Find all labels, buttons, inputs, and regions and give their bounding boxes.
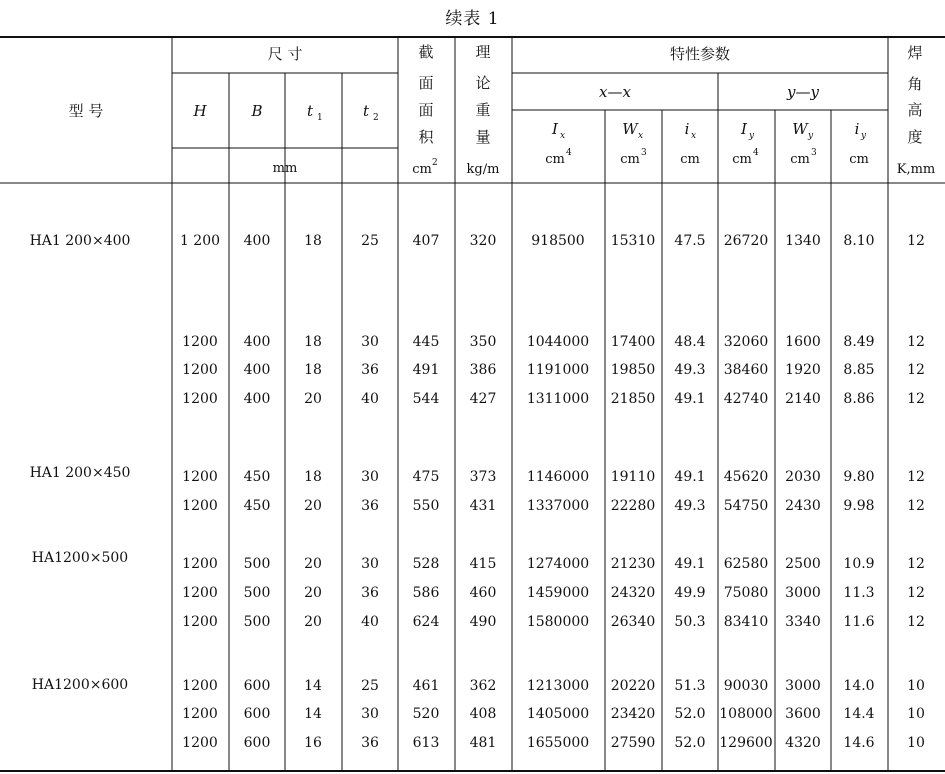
table-cell: 19850 — [610, 362, 656, 378]
table-row — [182, 469, 925, 485]
table-cell: 445 — [412, 334, 440, 350]
table-cell: 918500 — [531, 233, 585, 249]
table-cell: 408 — [469, 706, 497, 722]
table-cell: 8.10 — [843, 233, 875, 249]
table-cell: 9.98 — [843, 498, 875, 514]
table-cell: 10 — [907, 678, 925, 694]
table-cell: 461 — [412, 678, 440, 694]
table-cell: 3000 — [785, 585, 821, 601]
table-cell: 11.6 — [843, 614, 875, 630]
table-cell: 3340 — [785, 614, 821, 630]
table-cell: 49.1 — [674, 391, 706, 407]
table-cell: 18 — [304, 469, 322, 485]
table-cell: 400 — [243, 362, 271, 378]
header-area-char: 面 — [418, 101, 434, 119]
table-cell: 400 — [243, 391, 271, 407]
table-cell: 54750 — [723, 498, 769, 514]
header-xx-axis: x—x — [599, 83, 631, 101]
table-cell: 129600 — [719, 735, 773, 751]
table-cell: 481 — [469, 735, 497, 751]
table-cell: 52.0 — [674, 706, 706, 722]
table-cell: 600 — [243, 706, 271, 722]
table-cell: 62580 — [723, 556, 769, 572]
header-weight-char: 重 — [475, 101, 491, 119]
header-Wx-sub: x — [638, 131, 644, 141]
table-cell: 1200 — [182, 735, 218, 751]
header-Wx-unit-sup: 3 — [641, 148, 647, 158]
table-cell: 1920 — [785, 362, 821, 378]
table-cell: 36 — [361, 362, 379, 378]
table-cell: 30 — [361, 706, 379, 722]
table-cell: 1200 — [182, 469, 218, 485]
table-cell: 49.1 — [674, 556, 706, 572]
header-iy-unit: cm — [849, 152, 869, 167]
table-cell: 49.9 — [674, 585, 706, 601]
header-area-char: 截 — [418, 43, 434, 61]
header-weight-char: 论 — [475, 74, 491, 92]
header-Iy-unit-sup: 4 — [753, 148, 759, 158]
table-cell: 20 — [304, 498, 322, 514]
header-ix: i — [684, 120, 690, 138]
table-cell: 1600 — [785, 334, 821, 350]
table-cell: 20220 — [610, 678, 656, 694]
table-cell: 2430 — [785, 498, 821, 514]
row-model-label: HA1200×600 — [31, 677, 129, 693]
table-cell: 2140 — [785, 391, 821, 407]
table-cell: 11.3 — [843, 585, 875, 601]
table-cell: 460 — [469, 585, 497, 601]
header-ix-sub: x — [691, 131, 697, 141]
table-cell: 27590 — [610, 735, 656, 751]
table-cell: 12 — [907, 233, 925, 249]
header-t1-sub: 1 — [317, 113, 323, 123]
table-cell: 1146000 — [526, 469, 590, 485]
table-cell: 475 — [412, 469, 440, 485]
row-model-label: HA1 200×400 — [29, 233, 131, 249]
header-Wy-sub: y — [808, 131, 814, 141]
table-cell: 14 — [304, 678, 322, 694]
header-area-unit: cm — [412, 162, 432, 177]
header-weld-char: 角 — [907, 75, 923, 93]
table-cell: 42740 — [723, 391, 769, 407]
table-cell: 9.80 — [843, 469, 875, 485]
table-cell: 415 — [469, 556, 497, 572]
table-cell: 52.0 — [674, 735, 706, 751]
table-cell: 427 — [469, 391, 497, 407]
table-row — [182, 556, 925, 572]
table-cell: 1200 — [182, 391, 218, 407]
table-cell: 400 — [243, 334, 271, 350]
header-size-unit: mm — [272, 161, 298, 176]
table-cell: 50.3 — [674, 614, 706, 630]
table-row — [182, 678, 925, 694]
table-cell: 20 — [304, 614, 322, 630]
header-t2: t — [362, 102, 370, 120]
header-Wy: W — [792, 120, 808, 138]
table-cell: 550 — [412, 498, 440, 514]
header-yy-axis: y—y — [787, 83, 819, 101]
header-Ix: I — [552, 120, 558, 138]
table-cell: 21230 — [610, 556, 656, 572]
table-cell: 47.5 — [674, 233, 706, 249]
table-cell: 1191000 — [526, 362, 590, 378]
header-area-unit-sup: 2 — [432, 158, 438, 168]
header-props-group: 特性参数 — [669, 45, 731, 63]
table-cell: 500 — [243, 585, 271, 601]
header-size-group: 尺 寸 — [267, 45, 303, 63]
table-cell: 520 — [412, 706, 440, 722]
table-cell: 32060 — [723, 334, 769, 350]
table-cell: 1311000 — [526, 391, 590, 407]
header-model: 型 号 — [68, 102, 104, 120]
header-Wy-unit-sup: 3 — [811, 148, 817, 158]
table-cell: 45620 — [723, 469, 769, 485]
header-ix-unit: cm — [680, 152, 700, 167]
table-cell: 10 — [907, 735, 925, 751]
table-cell: 4320 — [785, 735, 821, 751]
header-weld-char: 高 — [907, 101, 923, 119]
table-row — [182, 362, 925, 378]
table-cell: 1340 — [785, 233, 821, 249]
table-cell: 373 — [469, 469, 497, 485]
table-cell: 49.3 — [674, 498, 706, 514]
table-cell: 51.3 — [674, 678, 706, 694]
table-cell: 491 — [412, 362, 440, 378]
header-H: H — [193, 102, 207, 120]
header-area-char: 面 — [418, 74, 434, 92]
table-cell: 320 — [469, 233, 497, 249]
table-cell: 586 — [412, 585, 440, 601]
table-cell: 1200 — [182, 362, 218, 378]
table-cell: 10 — [907, 706, 925, 722]
table-cell: 350 — [469, 334, 497, 350]
table-cell: 14 — [304, 706, 322, 722]
table-cell: 90030 — [723, 678, 769, 694]
table-cell: 25 — [361, 233, 379, 249]
header-weld-char: 度 — [907, 128, 923, 146]
header-t1: t — [306, 102, 314, 120]
table-cell: 20 — [304, 391, 322, 407]
table-row — [182, 735, 925, 751]
table-row — [182, 334, 925, 350]
table-cell: 48.4 — [674, 334, 706, 350]
table-cell: 30 — [361, 334, 379, 350]
table-cell: 83410 — [723, 614, 769, 630]
table-cell: 490 — [469, 614, 497, 630]
table-cell: 1044000 — [526, 334, 590, 350]
table-row — [180, 233, 925, 249]
table-cell: 15310 — [610, 233, 656, 249]
header-Ix-sub: x — [560, 131, 566, 141]
table-cell: 400 — [243, 233, 271, 249]
table-cell: 36 — [361, 735, 379, 751]
header-Wy-unit: cm — [790, 152, 810, 167]
table-cell: 8.85 — [843, 362, 875, 378]
table-cell: 49.3 — [674, 362, 706, 378]
table-row — [182, 391, 925, 407]
header-B: B — [251, 102, 263, 120]
table-cell: 12 — [907, 585, 925, 601]
table-cell: 1213000 — [526, 678, 590, 694]
header-Ix-unit-sup: 4 — [566, 148, 572, 158]
table-cell: 2030 — [785, 469, 821, 485]
header-Iy-unit: cm — [732, 152, 752, 167]
table-cell: 2500 — [785, 556, 821, 572]
table-cell: 24320 — [610, 585, 656, 601]
table-cell: 23420 — [610, 706, 656, 722]
header-weld-unit: K,mm — [896, 162, 936, 177]
table-cell: 30 — [361, 469, 379, 485]
table-cell: 26720 — [723, 233, 769, 249]
table-cell: 36 — [361, 585, 379, 601]
table-cell: 600 — [243, 678, 271, 694]
table-row — [182, 706, 925, 722]
table-cell: 1580000 — [526, 614, 590, 630]
header-Ix-unit: cm — [545, 152, 565, 167]
table-cell: 12 — [907, 334, 925, 350]
table-cell: 450 — [243, 498, 271, 514]
header-Wx-unit: cm — [620, 152, 640, 167]
table-cell: 12 — [907, 498, 925, 514]
table-cell: 600 — [243, 735, 271, 751]
table-title: 续表 1 — [445, 9, 500, 29]
table-row — [182, 498, 925, 514]
header-Iy: I — [741, 120, 747, 138]
table-cell: 36 — [361, 498, 379, 514]
table-cell: 40 — [361, 614, 379, 630]
table-cell: 16 — [304, 735, 322, 751]
table-cell: 26340 — [610, 614, 656, 630]
header-weight-unit: kg/m — [466, 162, 500, 177]
header-Wx: W — [622, 120, 638, 138]
header-weld-char: 焊 — [907, 44, 923, 62]
table-cell: 544 — [412, 391, 440, 407]
header-t2-sub: 2 — [373, 113, 379, 123]
table-cell: 17400 — [610, 334, 656, 350]
header-iy: i — [854, 120, 860, 138]
table-cell: 12 — [907, 362, 925, 378]
table-cell: 14.4 — [843, 706, 875, 722]
table-cell: 1200 — [182, 498, 218, 514]
table-cell: 1405000 — [526, 706, 590, 722]
table-cell: 1200 — [182, 585, 218, 601]
table-cell: 1274000 — [526, 556, 590, 572]
table-cell: 12 — [907, 614, 925, 630]
table-cell: 12 — [907, 391, 925, 407]
table-cell: 19110 — [610, 469, 656, 485]
header-weight-char: 理 — [475, 43, 491, 61]
table-cell: 12 — [907, 469, 925, 485]
table-cell: 108000 — [719, 706, 773, 722]
table-cell: 49.1 — [674, 469, 706, 485]
table-cell: 1200 — [182, 614, 218, 630]
table-cell: 1200 — [182, 706, 218, 722]
table-cell: 20 — [304, 556, 322, 572]
table-cell: 38460 — [723, 362, 769, 378]
header-iy-sub: y — [861, 131, 867, 141]
header-Iy-sub: y — [749, 131, 755, 141]
table-cell: 528 — [412, 556, 440, 572]
header-weight-char: 量 — [475, 128, 491, 146]
row-model-label: HA1200×500 — [31, 550, 129, 566]
table-cell: 18 — [304, 362, 322, 378]
table-cell: 40 — [361, 391, 379, 407]
table-cell: 1200 — [182, 678, 218, 694]
table-cell: 386 — [469, 362, 497, 378]
table-cell: 30 — [361, 556, 379, 572]
table-cell: 362 — [469, 678, 497, 694]
header-area-char: 积 — [418, 128, 434, 146]
table-cell: 500 — [243, 614, 271, 630]
table-cell: 3600 — [785, 706, 821, 722]
table-cell: 8.49 — [843, 334, 875, 350]
table-cell: 20 — [304, 585, 322, 601]
table-cell: 1200 — [182, 334, 218, 350]
table-body — [30, 233, 925, 751]
table-cell: 1655000 — [526, 735, 590, 751]
table-row — [182, 585, 925, 601]
table-cell: 1459000 — [526, 585, 590, 601]
table-row — [182, 614, 925, 630]
table-cell: 450 — [243, 469, 271, 485]
table-cell: 14.0 — [843, 678, 875, 694]
row-model-label: HA1 200×450 — [29, 465, 131, 481]
table-cell: 431 — [469, 498, 497, 514]
table-cell: 613 — [412, 735, 440, 751]
table-cell: 1337000 — [526, 498, 590, 514]
table-cell: 18 — [304, 334, 322, 350]
table-cell: 21850 — [610, 391, 656, 407]
table-cell: 624 — [412, 614, 440, 630]
table-cell: 3000 — [785, 678, 821, 694]
table-cell: 8.86 — [843, 391, 875, 407]
table-cell: 18 — [304, 233, 322, 249]
table-cell: 407 — [412, 233, 440, 249]
table-cell: 25 — [361, 678, 379, 694]
table-cell: 1200 — [182, 556, 218, 572]
table-cell: 10.9 — [843, 556, 875, 572]
table-cell: 75080 — [723, 585, 769, 601]
table-cell: 14.6 — [843, 735, 875, 751]
table-cell: 500 — [243, 556, 271, 572]
table-cell: 12 — [907, 556, 925, 572]
table-cell: 1 200 — [179, 233, 221, 249]
table-cell: 22280 — [610, 498, 656, 514]
